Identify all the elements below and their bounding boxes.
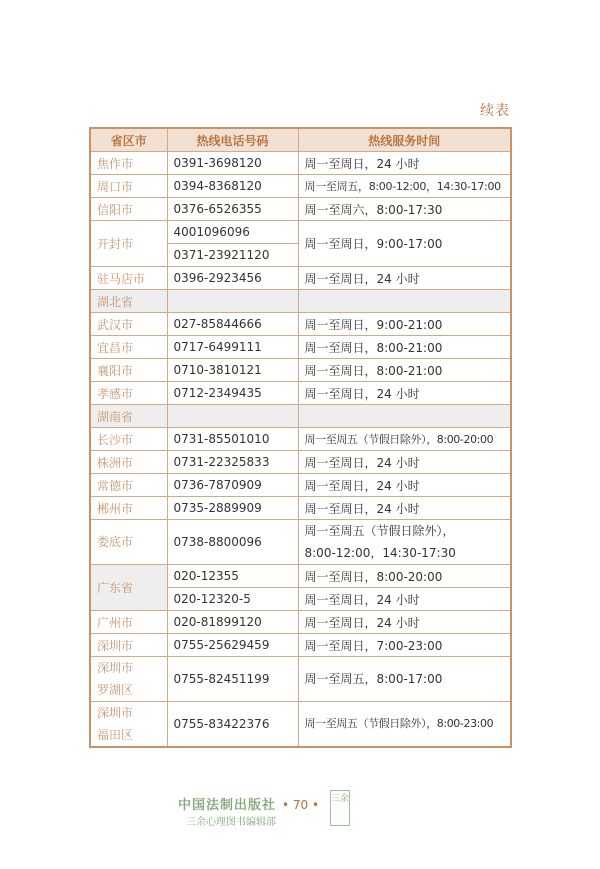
region-cell: 宜昌市 xyxy=(90,336,167,359)
hours-cell: 周一至周日，9:00-21:00 xyxy=(298,313,511,336)
table-row xyxy=(90,634,511,657)
province-cell: 湖北省 xyxy=(90,290,167,313)
phone-cell: 027-85844666 xyxy=(167,313,298,336)
hours-cell: 周一至周日，7:00-23:00 xyxy=(298,634,511,657)
phone-cell: 0731-22325833 xyxy=(167,451,298,474)
region-cell: 娄底市 xyxy=(90,520,167,565)
table-row xyxy=(90,702,511,748)
table-header-row xyxy=(90,128,511,152)
province-row xyxy=(90,290,511,313)
publisher-stamp-icon: 三余 xyxy=(330,790,350,826)
hours-cell: 周一至周日，24 小时 xyxy=(298,382,511,405)
publisher-department: 三余心理图书编辑部 xyxy=(186,817,276,828)
phone-cell: 0394-8368120 xyxy=(167,175,298,198)
table-row xyxy=(90,428,511,451)
header-region: 省区市 xyxy=(90,128,167,152)
region-cell: 郴州市 xyxy=(90,497,167,520)
region-cell: 信阳市 xyxy=(90,198,167,221)
empty-cell xyxy=(167,290,298,313)
hours-line-1: 周一至周五（节假日除外）， xyxy=(304,524,455,538)
region-cell: 襄阳市 xyxy=(90,359,167,382)
hours-line-2: 8:00-12:00，14:30-17:30 xyxy=(304,546,456,560)
region-cell: 广州市 xyxy=(90,611,167,634)
hours-cell: 周一至周五，8:00-17:00 xyxy=(298,657,511,702)
region-cell: 焦作市 xyxy=(90,152,167,175)
table-row xyxy=(90,175,511,198)
phone-cell: 0755-83422376 xyxy=(167,702,298,748)
phone-cell: 0738-8800096 xyxy=(167,520,298,565)
phone-cell: 020-12355 xyxy=(167,565,298,588)
table-row xyxy=(90,382,511,405)
region-cell: 孝感市 xyxy=(90,382,167,405)
region-cell: 深圳市 xyxy=(90,634,167,657)
phone-cell: 0736-7870909 xyxy=(167,474,298,497)
phone-cell: 0371-23921120 xyxy=(167,244,298,267)
phone-cell: 0710-3810121 xyxy=(167,359,298,382)
table-row xyxy=(90,152,511,175)
region-cell xyxy=(90,702,167,748)
table-row xyxy=(90,520,511,565)
table-row xyxy=(90,336,511,359)
phone-cell: 0717-6499111 xyxy=(167,336,298,359)
phone-cell: 0376-6526355 xyxy=(167,198,298,221)
hours-cell: 周一至周日，24 小时 xyxy=(298,451,511,474)
region-cell: 周口市 xyxy=(90,175,167,198)
hours-cell: 周一至周日，8:00-21:00 xyxy=(298,359,511,382)
table-row xyxy=(90,267,511,290)
region-line-2: 罗湖区 xyxy=(97,683,134,697)
phone-cell: 0735-2889909 xyxy=(167,497,298,520)
hotline-table xyxy=(89,127,512,748)
hours-cell xyxy=(298,520,511,565)
hours-cell: 周一至周日，24 小时 xyxy=(298,474,511,497)
hours-cell: 周一至周五（节假日除外），8:00-20:00 xyxy=(298,428,511,451)
phone-cell: 4001096096 xyxy=(167,221,298,244)
phone-cell: 020-12320-5 xyxy=(167,588,298,611)
empty-cell xyxy=(298,290,511,313)
table-row xyxy=(90,313,511,336)
region-cell: 开封市 xyxy=(90,221,167,267)
region-cell: 长沙市 xyxy=(90,428,167,451)
province-cell: 湖南省 xyxy=(90,405,167,428)
region-cell xyxy=(90,657,167,702)
phone-cell: 020-81899120 xyxy=(167,611,298,634)
region-line-2: 福田区 xyxy=(97,728,134,742)
hours-cell: 周一至周日，8:00-21:00 xyxy=(298,336,511,359)
table-row xyxy=(90,657,511,702)
empty-cell xyxy=(167,405,298,428)
region-cell: 株洲市 xyxy=(90,451,167,474)
province-cell: 广东省 xyxy=(90,565,167,611)
hours-cell: 周一至周日，24 小时 xyxy=(298,267,511,290)
table-row xyxy=(90,359,511,382)
region-cell: 常德市 xyxy=(90,474,167,497)
continued-label: 续表 xyxy=(480,103,510,119)
table-row xyxy=(90,611,511,634)
phone-cell: 0755-82451199 xyxy=(167,657,298,702)
region-cell: 武汉市 xyxy=(90,313,167,336)
page-number: • 70 • xyxy=(282,798,320,812)
phone-cell: 0755-25629459 xyxy=(167,634,298,657)
empty-cell xyxy=(298,405,511,428)
table-row xyxy=(90,474,511,497)
hours-cell: 周一至周日，24 小时 xyxy=(298,152,511,175)
table-row xyxy=(90,221,511,244)
hours-cell: 周一至周日，9:00-17:00 xyxy=(298,221,511,267)
table-row xyxy=(90,497,511,520)
phone-cell: 0391-3698120 xyxy=(167,152,298,175)
region-line-1: 深圳市 xyxy=(97,661,134,675)
hours-cell: 周一至周日，24 小时 xyxy=(298,497,511,520)
hours-cell: 周一至周日，8:00-20:00 xyxy=(298,565,511,588)
hours-cell: 周一至周日，24 小时 xyxy=(298,588,511,611)
header-phone: 热线电话号码 xyxy=(167,128,298,152)
phone-cell: 0712-2349435 xyxy=(167,382,298,405)
region-cell: 驻马店市 xyxy=(90,267,167,290)
table-row xyxy=(90,565,511,588)
hours-cell: 周一至周五（节假日除外），8:00-23:00 xyxy=(298,702,511,748)
table-row xyxy=(90,198,511,221)
region-line-1: 深圳市 xyxy=(97,706,134,720)
publisher-block xyxy=(168,794,276,828)
phone-cell: 0731-85501010 xyxy=(167,428,298,451)
hours-cell: 周一至周五，8:00-12:00，14:30-17:00 xyxy=(298,175,511,198)
hours-cell: 周一至周日，24 小时 xyxy=(298,611,511,634)
phone-cell: 0396-2923456 xyxy=(167,267,298,290)
header-hours: 热线服务时间 xyxy=(298,128,511,152)
province-row xyxy=(90,405,511,428)
hours-cell: 周一至周六，8:00-17:30 xyxy=(298,198,511,221)
publisher-name: 中国法制出版社 xyxy=(177,798,276,813)
table-row xyxy=(90,451,511,474)
